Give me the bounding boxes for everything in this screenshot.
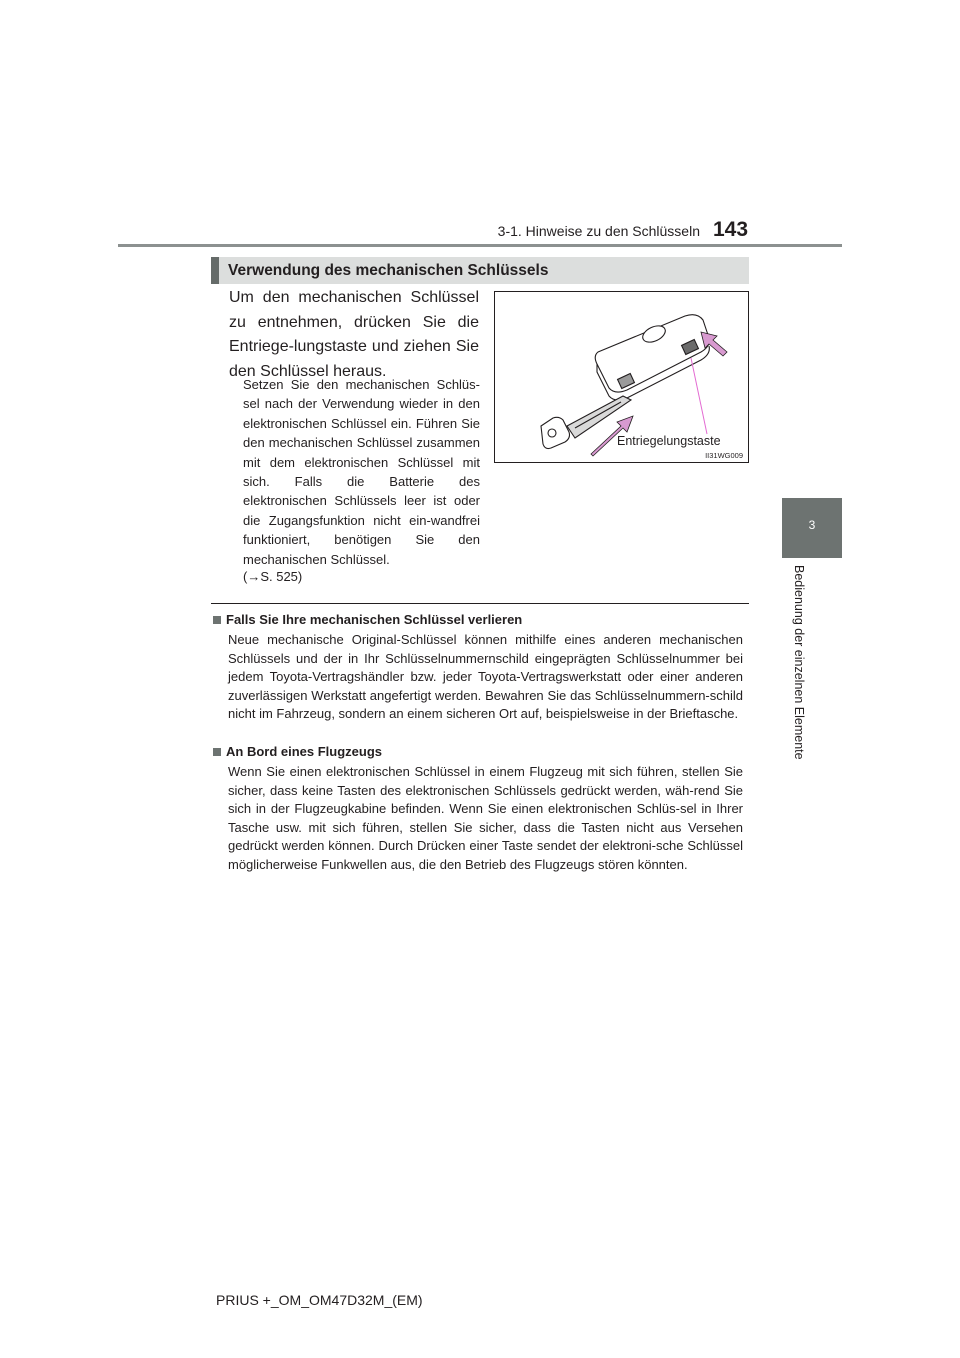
bullet-square-icon [213,616,221,624]
section-title: Verwendung des mechanischen Schlüssels [228,261,549,279]
note-heading-text: An Bord eines Flugzeugs [226,744,383,759]
note-body: Wenn Sie einen elektronischen Schlüssel in einem Flugzeug mit sich führen, stellen Sie sicher, dass keine Tasten des elektronischen Schlüssels gedrückt werden, wäh-rend Sie sich in der Flugzeugkabine befinden. Wenn Sie einen elektronischen Schlüs-sel in Ihrer Tasche usw. mit sich führen, stellen Sie sicher, dass die Tasten nicht aus Versehen gedrückt werden können. Durch Drücken einer Taste sendet der elektroni-sche Schlüssel möglicherweise Funkwellen aus, die den Betrieb des Flugzeugs stören könnten. [228,764,743,872]
figure-callout: Entriegelungstaste [617,434,721,448]
page-reference: (→S. 525) [243,569,303,584]
section-divider [211,603,749,604]
callout-line [691,358,707,434]
chapter-label: Bedienung der einzelnen Elemente [792,565,806,760]
header-divider [118,244,842,247]
chapter-tab [782,498,842,558]
document-code: PRIUS +_OM_OM47D32M_(EM) [216,1292,423,1308]
bullet-square-icon [213,748,221,756]
figure-code: II31WG009 [705,451,743,460]
note-body: Neue mechanische Original-Schlüssel können mithilfe eines anderen mechanischen Schlüssels und der in Ihr Schlüsselnummernschild eingeprägten Schlüsselnummer bei jedem Toyota-Vertragshändler bzw. jeder Toyota-Vertragswerkstatt oder einer anderen zuverlässigen Werkstatt angefertigt werden. Bewahren Sie das Schlüsselnummern-schild nicht im Fahrzeug, sondern an einem sicheren Ort auf, beispielsweise in der Brieftasche. [228,632,743,721]
detail-paragraph: Setzen Sie den mechanischen Schlüs-sel nach der Verwendung wieder in den elektronischen Schlüssel ein. Führen Sie den mechanischen Schlüssel zusammen mit dem elektronischen Schlüssel mit sich. Falls die Batterie des elektronischen Schlüssels leer ist oder die Zugangsfunktion nicht ein-wandfrei funktioniert, benötigen Sie den mechanischen Schlüssel. [243,377,480,567]
section-reference: 3-1. Hinweise zu den Schlüsseln [497,223,700,239]
section-title-bar [211,257,749,284]
key-illustration [494,291,749,463]
page-number: 143 [713,218,749,241]
lead-paragraph: Um den mechanischen Schlüssel zu entnehmen, drücken Sie die Entriege-lungstaste und ziehen Sie den Schlüssel heraus. [229,289,479,380]
note-heading [213,744,382,759]
chapter-number: 3 [808,518,816,532]
title-marker [211,257,219,284]
note-heading [213,612,522,627]
note-heading-text: Falls Sie Ihre mechanischen Schlüssel verlieren [226,612,523,627]
key-fob [595,315,709,400]
press-arrow [701,332,727,356]
